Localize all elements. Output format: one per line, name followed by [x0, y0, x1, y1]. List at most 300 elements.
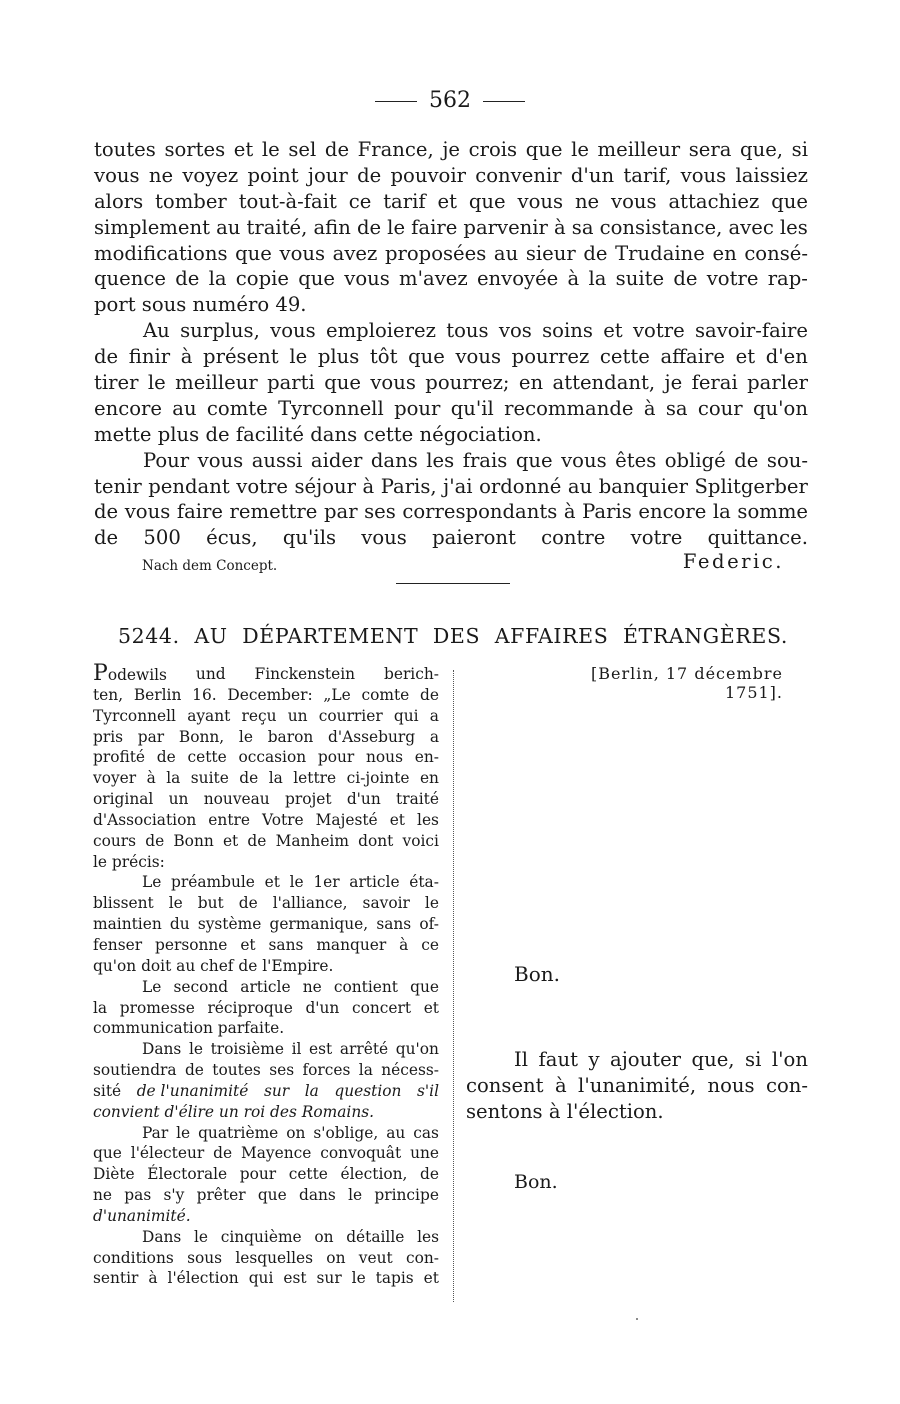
word: est — [309, 1040, 333, 1059]
word: de — [184, 1061, 204, 1080]
line-text: qu'on doit au chef de l'Empire. — [93, 956, 334, 975]
word: und — [195, 665, 226, 683]
word: de — [357, 163, 382, 187]
word: tenir — [94, 474, 142, 498]
text-line — [93, 977, 439, 998]
line-text: port sous numéro 49. — [94, 293, 307, 317]
word: vous — [124, 500, 171, 524]
word: vous — [561, 448, 607, 472]
word: votre — [632, 319, 685, 343]
word: article — [240, 977, 291, 996]
word: pas — [124, 1186, 152, 1205]
word: ne — [148, 163, 174, 187]
word: cette — [599, 345, 650, 369]
word: sentir — [93, 1269, 139, 1288]
word: la — [588, 267, 607, 291]
word: Votre — [262, 810, 304, 829]
word: y — [588, 1048, 600, 1071]
word: fenser — [93, 935, 143, 954]
word: attendant, — [552, 371, 656, 395]
word: comte — [206, 396, 268, 420]
word: a — [429, 727, 439, 746]
word: l'alliance, — [272, 894, 348, 913]
word: qui — [248, 1269, 274, 1288]
word: quittance. — [707, 526, 808, 550]
word: Dans — [142, 1040, 182, 1059]
word: que — [468, 189, 506, 213]
word: de — [156, 748, 176, 767]
word: m'avez — [399, 267, 468, 291]
word: séjour — [294, 474, 356, 498]
text-line — [93, 1248, 439, 1269]
word: ses — [269, 1061, 295, 1080]
word: que, — [691, 1048, 735, 1071]
word: traité — [396, 790, 439, 809]
word: est — [283, 1269, 307, 1288]
word: par — [323, 500, 358, 524]
word: Berlin — [133, 685, 182, 704]
word: odewils — [107, 666, 167, 684]
word: en — [419, 769, 439, 788]
word: préambule — [171, 873, 255, 892]
word: à — [362, 474, 375, 498]
word: frais — [462, 448, 508, 472]
word: envoyée — [476, 267, 559, 291]
word: la — [712, 500, 731, 524]
word: ce — [421, 935, 439, 954]
word: vous — [455, 345, 502, 369]
text-line — [93, 1081, 439, 1102]
word: France, — [357, 138, 434, 161]
word: ayant — [187, 706, 231, 725]
word: s'oblige, — [313, 1123, 379, 1142]
text-line — [93, 1227, 439, 1248]
word: que — [93, 1144, 122, 1163]
word: au — [567, 474, 593, 498]
word: voici — [402, 831, 439, 850]
word: que — [410, 977, 439, 996]
word: le — [261, 138, 280, 161]
text-line — [93, 1206, 439, 1227]
line-text: mette plus de facilité dans cette négociation. — [94, 422, 542, 446]
word: Manheim — [275, 831, 349, 850]
word: de — [356, 215, 382, 239]
word: faut — [538, 1048, 578, 1071]
word: de — [145, 831, 165, 850]
word: ne — [93, 1186, 113, 1205]
word: au — [386, 1123, 406, 1142]
word: d'en — [765, 345, 808, 369]
word: que — [771, 189, 808, 213]
word: suite — [190, 769, 229, 788]
word: on — [326, 1248, 346, 1267]
text-line — [93, 893, 439, 914]
word: Bonn, — [178, 727, 225, 746]
word: tous — [446, 319, 489, 343]
text-line — [93, 747, 439, 768]
word: et — [735, 345, 756, 369]
word: sur — [316, 1269, 342, 1288]
word: pour — [394, 396, 441, 420]
word: il — [291, 1040, 302, 1059]
word: sou- — [766, 448, 808, 472]
word: par — [137, 727, 165, 746]
word: quatrième — [198, 1123, 279, 1142]
word: personne — [155, 935, 228, 954]
word: à — [148, 1269, 158, 1288]
word: et — [603, 319, 623, 343]
word: Par — [142, 1123, 169, 1142]
word: tôt — [369, 345, 398, 369]
line-text: sentons à l'élection. — [466, 1099, 664, 1123]
word: promesse — [119, 998, 195, 1017]
word: question — [334, 1081, 402, 1100]
word: avez — [332, 241, 378, 265]
word: baron — [267, 727, 314, 746]
word: alors — [94, 189, 144, 213]
text-line — [466, 1073, 808, 1099]
word: nouveau — [203, 790, 270, 809]
heading-word: ÉTRANGÈRES. — [622, 624, 788, 648]
word: et — [222, 831, 239, 850]
word: Tyrconnell — [93, 706, 176, 725]
word: convoquât — [320, 1144, 402, 1163]
word: manquer — [316, 935, 387, 954]
word: que — [324, 371, 361, 395]
word: reçu — [241, 706, 277, 725]
word: pour — [317, 748, 355, 767]
word: si — [745, 1048, 762, 1071]
word: proposées — [384, 241, 487, 265]
word: ferai — [691, 371, 738, 395]
word: ce — [348, 189, 372, 213]
word: pendant — [148, 474, 230, 498]
text-line — [94, 189, 808, 215]
text-line — [94, 241, 808, 267]
word: sortes — [164, 138, 226, 161]
word: vos — [498, 319, 532, 343]
word: l'unanimité, — [578, 1073, 697, 1097]
word: banquier — [598, 474, 688, 498]
word: arrêté — [339, 1040, 389, 1059]
text-line — [93, 1164, 439, 1185]
word: Trudaine — [615, 241, 705, 265]
word: vous — [270, 319, 316, 343]
word: Mayence — [241, 1144, 312, 1163]
word: nécess- — [381, 1061, 439, 1080]
word: modifications — [94, 241, 228, 265]
word: en — [712, 241, 737, 265]
word: l'on — [771, 1048, 808, 1071]
section-divider — [396, 583, 510, 584]
word: d'un — [305, 998, 340, 1017]
word: le — [168, 894, 183, 913]
word: projet — [285, 790, 332, 809]
text-line — [93, 1268, 439, 1289]
word: ajouter — [610, 1048, 682, 1071]
document-heading — [118, 624, 788, 648]
word: Dans — [142, 1227, 182, 1246]
paper-speck — [636, 1318, 638, 1320]
text-line — [94, 292, 808, 318]
line-text: d'unanimité. — [93, 1206, 191, 1225]
text-line — [94, 499, 808, 525]
word: que — [525, 138, 563, 161]
word: sa — [665, 396, 688, 420]
word: j'ai — [443, 474, 473, 498]
word: affaire — [660, 345, 725, 369]
word: correspondants — [402, 500, 558, 524]
word: que — [235, 241, 272, 265]
word: de — [94, 345, 119, 369]
word: parler — [747, 371, 808, 395]
page-number-dash-right — [483, 101, 525, 102]
word: à — [146, 769, 156, 788]
word: crois — [468, 138, 518, 161]
word: laissiez — [735, 163, 808, 187]
text-line — [93, 1123, 439, 1144]
word: berich- — [383, 665, 439, 683]
document-number: 5244. — [118, 624, 180, 648]
text-line — [466, 1047, 808, 1073]
word: somme — [737, 500, 808, 524]
word: con- — [765, 1073, 808, 1097]
word: sera — [688, 138, 732, 161]
word: le — [424, 894, 439, 913]
word: vous — [279, 241, 326, 265]
word: consé- — [744, 241, 808, 265]
word: pour — [239, 1165, 277, 1184]
word: tout-à-fait — [238, 189, 337, 213]
word: encore — [638, 500, 707, 524]
text-line — [93, 706, 439, 727]
word: le — [147, 371, 166, 395]
word: Finckenstein — [254, 665, 356, 683]
word: meilleur — [597, 138, 681, 161]
word: à — [399, 935, 409, 954]
word: rap- — [767, 267, 808, 291]
word: et — [437, 189, 457, 213]
word: surplus, — [180, 319, 260, 343]
page-number-text: 562 — [429, 88, 471, 113]
word: savoir — [362, 894, 410, 913]
word: de — [247, 831, 267, 850]
word: d'Association — [93, 810, 197, 829]
word: votre — [236, 474, 288, 498]
word: de l'unanimité — [136, 1081, 249, 1100]
word: afin — [313, 215, 351, 239]
word: soutiendra — [93, 1061, 177, 1080]
word: point — [247, 163, 299, 187]
word: suite — [615, 267, 665, 291]
word: copie — [235, 267, 289, 291]
text-line — [93, 661, 439, 686]
word: s'il — [417, 1081, 439, 1100]
heading-word: DES — [432, 624, 481, 648]
word: article — [349, 873, 400, 892]
text-line — [93, 872, 439, 893]
word: éta- — [409, 873, 439, 892]
document-date: [Berlin, 17 décembre 1751]. — [591, 664, 783, 702]
text-line — [93, 810, 439, 831]
word: contient — [333, 977, 398, 996]
word: veut — [358, 1248, 393, 1267]
word: d'un — [570, 163, 615, 187]
word: paieront — [432, 526, 516, 550]
word: que, — [740, 138, 784, 161]
word: cour — [697, 396, 743, 420]
word: votre — [630, 526, 683, 550]
word: Bonn — [173, 831, 214, 850]
word: présent — [203, 345, 279, 369]
page-number — [0, 88, 900, 113]
word: of- — [419, 915, 439, 934]
word: que — [515, 448, 553, 472]
text-line — [94, 318, 808, 344]
word: Électorale — [147, 1165, 228, 1184]
word: prêter — [196, 1186, 246, 1205]
word: nous — [365, 748, 403, 767]
word: parti — [267, 371, 315, 395]
word: et — [423, 998, 439, 1017]
word: une — [410, 1144, 439, 1163]
word: qu'on — [753, 396, 808, 420]
text-line — [93, 1060, 439, 1081]
word: ne — [302, 977, 322, 996]
word: qui — [393, 706, 419, 725]
word: si — [791, 138, 808, 161]
text-line — [93, 1039, 439, 1060]
word: 1er — [313, 873, 340, 892]
word: au — [493, 241, 519, 265]
word: faire — [411, 215, 458, 239]
word: cette — [187, 748, 227, 767]
word: attachiez — [668, 189, 760, 213]
response-unanimity — [466, 1047, 808, 1125]
word: encore — [94, 396, 162, 420]
word: la — [268, 769, 283, 788]
word: pourrez — [511, 345, 590, 369]
word: les — [417, 810, 439, 829]
word: aussi — [251, 448, 303, 472]
word: sa — [571, 215, 594, 239]
word: germanique, — [269, 915, 369, 934]
word: s'y — [163, 1186, 185, 1205]
word: de — [238, 894, 258, 913]
word: le — [194, 1227, 209, 1246]
word: cinquième — [220, 1227, 302, 1246]
word: à — [554, 215, 566, 239]
word: vous — [517, 189, 564, 213]
word: qu'on — [395, 1040, 439, 1059]
word: vous — [197, 448, 244, 472]
word: maintien — [93, 915, 162, 934]
word: la — [358, 1061, 373, 1080]
word: élection, — [340, 1165, 408, 1184]
word: et — [389, 810, 405, 829]
word: la — [166, 769, 181, 788]
text-line — [93, 789, 439, 810]
word: ne — [574, 189, 600, 213]
text-line — [93, 935, 439, 956]
word: Au — [143, 319, 170, 343]
word: le — [238, 727, 253, 746]
word: de — [175, 267, 200, 291]
heading-word: AFFAIRES — [494, 624, 609, 648]
word: et — [423, 1269, 439, 1288]
word: comte — [361, 685, 410, 704]
word: d'Asseburg — [328, 727, 416, 746]
word: à — [567, 267, 580, 291]
dropcap-word — [93, 661, 167, 686]
page-number-dash-left — [375, 101, 417, 102]
report-summary-column — [93, 661, 439, 1289]
word: remettre — [229, 500, 318, 524]
word: obligé — [664, 448, 726, 472]
text-line — [94, 163, 808, 189]
word: contre — [541, 526, 606, 550]
word: sous — [187, 1248, 223, 1267]
word: convenir — [475, 163, 562, 187]
word: entre — [208, 810, 250, 829]
word: finir — [128, 345, 171, 369]
word: cours — [93, 831, 137, 850]
word: le — [176, 1123, 191, 1142]
word: Le — [142, 977, 162, 996]
response-bon-2: Bon. — [514, 1171, 558, 1193]
word: meilleur — [175, 371, 258, 395]
word: Majesté — [315, 810, 378, 829]
word: la — [208, 267, 227, 291]
word: ten, — [93, 685, 124, 704]
word: pourrez; — [425, 371, 510, 395]
word: ses — [364, 500, 396, 524]
text-line — [93, 768, 439, 789]
word: toutes — [94, 138, 156, 161]
word: Tyrconnell — [278, 396, 384, 420]
text-line — [93, 727, 439, 748]
word: vous — [370, 371, 416, 395]
signature: Federic. — [682, 550, 784, 573]
word: tomber — [155, 189, 227, 213]
word: le — [387, 215, 406, 239]
word: sur — [263, 1081, 290, 1100]
word: de — [94, 500, 119, 524]
word: ci-jointe — [346, 769, 410, 788]
text-line — [93, 1018, 439, 1039]
word: vous — [680, 163, 727, 187]
word: écus, — [206, 526, 258, 550]
word: à — [180, 345, 193, 369]
text-line — [94, 448, 808, 474]
word: troisième — [210, 1040, 284, 1059]
word: Il — [514, 1048, 529, 1071]
text-line — [93, 1143, 439, 1164]
word: Paris, — [380, 474, 437, 498]
word: ordonné — [479, 474, 562, 498]
word: avec — [728, 215, 774, 239]
word: détaille — [346, 1227, 405, 1246]
word: qu'ils — [282, 526, 337, 550]
text-line — [94, 215, 808, 241]
heading-word: DÉPARTEMENT — [242, 624, 419, 648]
word: Pour — [143, 448, 190, 472]
word: que — [408, 345, 445, 369]
word: en — [518, 371, 544, 395]
word: December: — [227, 685, 313, 704]
word: je — [442, 138, 460, 161]
word: je — [664, 371, 683, 395]
